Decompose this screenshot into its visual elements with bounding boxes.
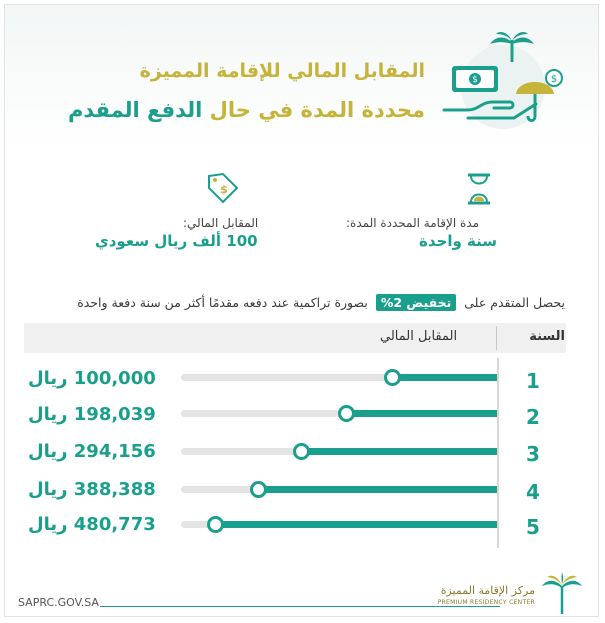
row-year: 1 (526, 369, 540, 393)
duration-value: سنة واحدة (419, 232, 497, 250)
fee-label: المقابل المالي: (183, 216, 259, 230)
discount-badge: تخفيض 2% (376, 294, 456, 311)
brand-name-arabic: مركز الإقامة المميزة (440, 584, 535, 597)
progress-track (181, 410, 497, 417)
year-divider-line (497, 358, 499, 548)
progress-knob (250, 481, 267, 498)
discount-notice (77, 294, 565, 311)
hourglass-icon (464, 172, 494, 206)
row-amount: 480,773 ريال (28, 514, 156, 535)
svg-text:$: $ (220, 183, 228, 196)
notice-after: بصورة تراكمية عند دفعه مقدمًا أكثر من سنة دفعة واحدة (77, 295, 368, 310)
progress-fill (390, 374, 497, 381)
price-tag-icon (203, 172, 239, 206)
row-amount: 388,388 ريال (28, 479, 156, 500)
progress-fill (299, 448, 497, 455)
website-url: SAPRC.GOV.SA (18, 596, 99, 609)
row-year: 4 (526, 480, 540, 504)
header-divider (496, 326, 497, 350)
progress-knob (207, 516, 224, 533)
progress-track (181, 521, 497, 528)
duration-label: مدة الإقامة المحددة المدة: (346, 216, 480, 230)
title-highlight: الدفع المقدم (67, 98, 203, 122)
progress-fill (344, 410, 497, 417)
money-hand-umbrella-icon (438, 32, 568, 142)
column-header-year: السنة (529, 329, 565, 344)
progress-fill (213, 521, 497, 528)
progress-fill (256, 486, 497, 493)
notice-before: يحصل المتقدم على (464, 295, 565, 310)
progress-track (181, 374, 497, 381)
fee-value: 100 ألف ريال سعودي (95, 232, 258, 250)
progress-knob (338, 405, 355, 422)
svg-text:$: $ (550, 74, 558, 85)
title-line-1: المقابل المالي للإقامة المميزة (139, 60, 425, 82)
svg-text:$: $ (472, 75, 478, 85)
column-header-amount: المقابل المالي (380, 329, 458, 344)
row-amount: 100,000 ريال (28, 368, 156, 389)
row-year: 2 (526, 405, 540, 429)
title-line-2 (68, 98, 425, 122)
row-year: 5 (526, 515, 540, 539)
progress-knob (384, 369, 401, 386)
title-prefix: محددة المدة في حال (202, 98, 425, 122)
progress-knob (293, 443, 310, 460)
row-year: 3 (526, 442, 540, 466)
progress-track (181, 486, 497, 493)
palm-logo-icon (538, 572, 586, 616)
brand-name-english: PREMIUM RESIDENCY CENTER (437, 599, 535, 606)
row-amount: 198,039 ريال (28, 404, 156, 425)
progress-track (181, 448, 497, 455)
row-amount: 294,156 ريال (28, 441, 156, 462)
footer-line (100, 606, 500, 607)
table-header (24, 323, 566, 353)
